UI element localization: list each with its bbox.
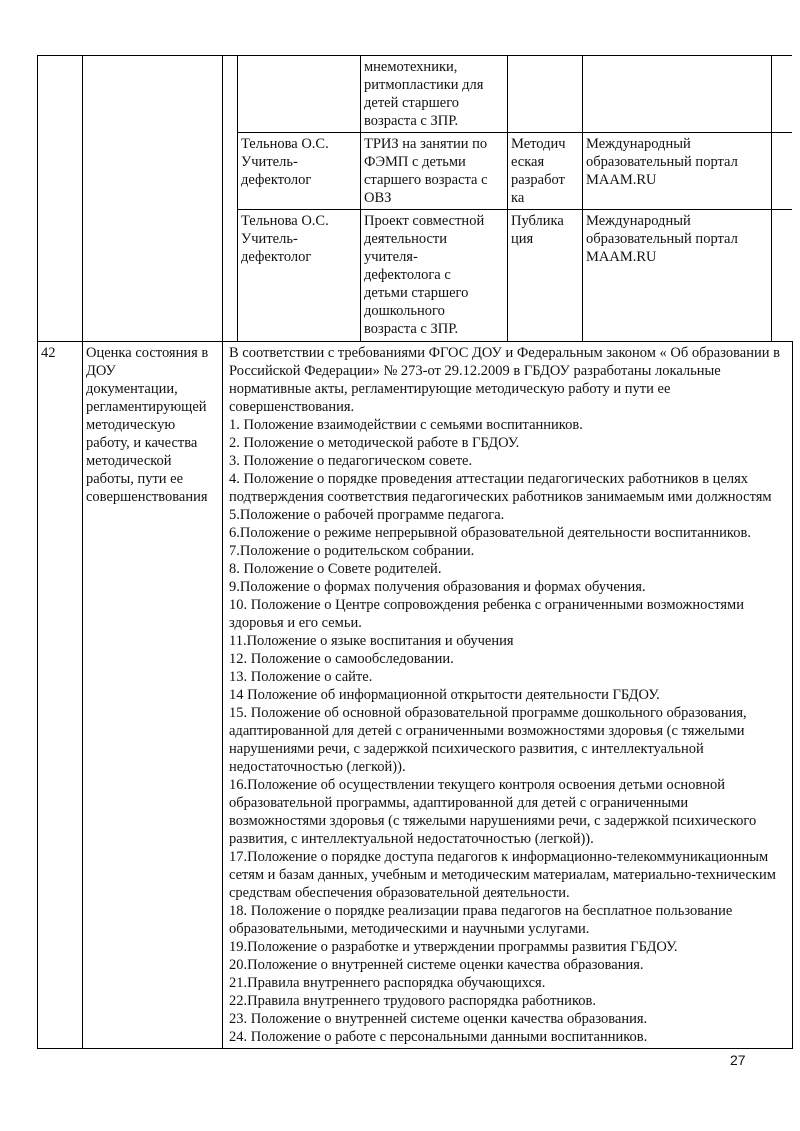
criterion-cell: Оценка состояния в ДОУ документации, регламентирующей методическую работу, и качества методической работы, пути ее совершенствования [83, 342, 223, 1049]
document-item: 1. Положение взаимодействии с семьями воспитанников. [229, 417, 583, 433]
place-cell: Международный образовательный портал MAAM.RU [583, 210, 772, 342]
theme-cell: Проект совместной деятельности учителя- дефектолога с детьми старшего дошкольного возраста с ЗПР. [361, 210, 508, 342]
kind-cell [508, 56, 583, 133]
edge-cell [772, 56, 793, 133]
document-item: 11.Положение о языке воспитания и обучения [229, 633, 514, 649]
criterion-cell [83, 56, 223, 342]
document-item: 16.Положение об осуществлении текущего контроля освоения детьми основной образовательной программы, адаптированной для детей с ограниченными возможностями здоровья (с тяжелыми нарушениями речи, с задержкой психического развития, с интеллектуальной недостаточностью (легкой)). [229, 777, 757, 847]
table-row [38, 56, 793, 133]
author-cell: Тельнова О.С. Учитель- дефектолог [238, 210, 361, 342]
document-item: 5.Положение о рабочей программе педагога. [229, 507, 505, 523]
documents-list-cell [223, 342, 793, 1049]
document-item: 9.Положение о формах получения образования и формах обучения. [229, 579, 646, 595]
document-item: 2. Положение о методической работе в ГБДОУ. [229, 435, 520, 451]
edge-cell [772, 210, 793, 342]
document-item: 23. Положение о внутренней системе оценки качества образования. [229, 1011, 648, 1027]
edge-cell [772, 133, 793, 210]
table-row-42 [38, 342, 793, 1049]
theme-cell: ТРИЗ на занятии по ФЭМП с детьми старшего возраста с ОВЗ [361, 133, 508, 210]
document-item: 18. Положение о порядке реализации права педагогов на бесплатное пользование образовательными, методическими и научными услугами. [229, 903, 733, 937]
document-item: 17.Положение о порядке доступа педагогов к информационно-телекоммуникационным сетям и базам данных, учебным и методическим материалам, материально-техническим средствам обеспечения образовательной деятельности. [229, 849, 776, 901]
author-cell [238, 56, 361, 133]
document-item: 4. Положение о порядке проведения аттестации педагогических работников в целях подтверждения соответствия педагогических работников занимаемым ими должностям [229, 471, 772, 505]
documents-intro: В соответствии с требованиями ФГОС ДОУ и Федеральным законом « Об образовании в Российской Федерации» № 273-от 29.12.2009 в ГБДОУ разработаны локальные нормативные акты, регламентирующие методическую работу и пути ее совершенствования. [229, 345, 780, 415]
spacer-cell [223, 56, 238, 342]
author-cell: Тельнова О.С. Учитель- дефектолог [238, 133, 361, 210]
theme-cell: мнемотехники, ритмопластики для детей старшего возраста с ЗПР. [361, 56, 508, 133]
document-item: 3. Положение о педагогическом совете. [229, 453, 473, 469]
document-item: 12. Положение о самообследовании. [229, 651, 454, 667]
documents-list [229, 344, 786, 1046]
document-item: 19.Положение о разработке и утверждении программы развития ГБДОУ. [229, 939, 678, 955]
document-item: 13. Положение о сайте. [229, 669, 373, 685]
document-item: 8. Положение о Совете родителей. [229, 561, 442, 577]
document-item: 6.Положение о режиме непрерывной образовательной деятельности воспитанников. [229, 525, 751, 541]
place-cell: Международный образовательный портал MAAM.RU [583, 133, 772, 210]
document-item: 20.Положение о внутренней системе оценки качества образования. [229, 957, 644, 973]
document-item: 15. Положение об основной образовательной программе дошкольного образования, адаптированной для детей с ограниченными возможностями здоровья (с тяжелыми нарушениями речи, с задержкой психического развития, с интеллектуальной недостаточностью (легкой)). [229, 705, 747, 775]
kind-cell: Публика ция [508, 210, 583, 342]
document-item: 14 Положение об информационной открытости деятельности ГБДОУ. [229, 687, 660, 703]
kind-cell: Методич еская разработ ка [508, 133, 583, 210]
methodical-work-table [37, 55, 793, 1049]
row-number-cell: 42 [38, 342, 83, 1049]
place-cell [583, 56, 772, 133]
document-item: 7.Положение о родительском собрании. [229, 543, 475, 559]
row-number-cell [38, 56, 83, 342]
document-item: 22.Правила внутреннего трудового распорядка работников. [229, 993, 596, 1009]
document-item: 24. Положение о работе с персональными данными воспитанников. [229, 1029, 648, 1045]
document-item: 21.Правила внутреннего распорядка обучающихся. [229, 975, 546, 991]
page-number: 27 [730, 1052, 746, 1068]
document-item: 10. Положение о Центре сопровождения ребенка с ограниченными возможностями здоровья и его семьи. [229, 597, 744, 631]
